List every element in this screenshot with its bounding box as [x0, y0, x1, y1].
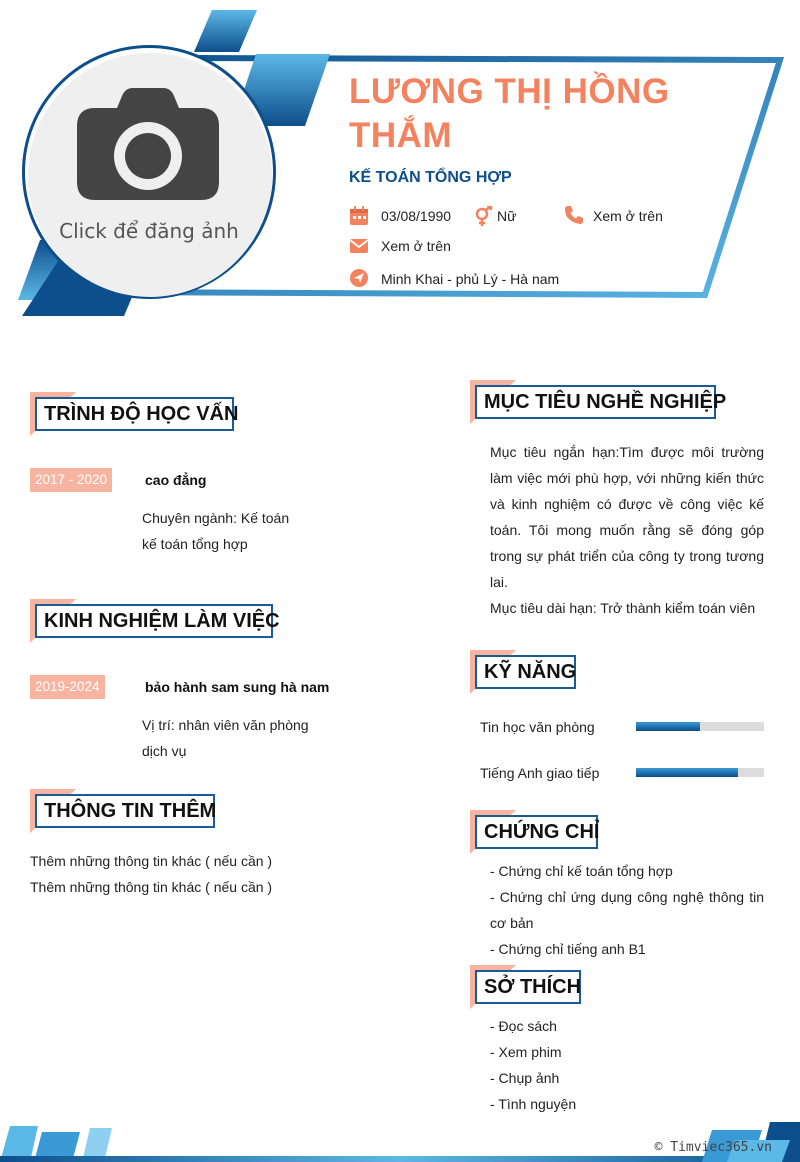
list-item: - Chứng chỉ tiếng anh B1 [490, 941, 646, 957]
phone-value: Xem ở trên [593, 208, 663, 224]
upload-photo-label[interactable]: Click để đăng ảnh [59, 219, 239, 243]
camera-icon[interactable] [77, 88, 219, 200]
experience-company: bảo hành sam sung hà nam [145, 679, 330, 695]
hobbies-list [490, 1013, 764, 1117]
phone-icon [564, 205, 584, 225]
email-value: Xem ở trên [381, 238, 451, 254]
location-icon [349, 268, 369, 288]
skill-bar [636, 722, 764, 731]
experience-position-line1: Vị trí: nhân viên văn phòng [142, 717, 309, 733]
gender-icon [474, 206, 494, 226]
education-major-line1: Chuyên ngành: Kế toán [142, 510, 290, 526]
gender-value: Nữ [497, 208, 517, 224]
hobbies-title: SỞ THÍCH [475, 970, 581, 1004]
objective-title: MỤC TIÊU NGHỀ NGHIỆP [475, 385, 716, 419]
education-period-badge: 2017 - 2020 [30, 468, 112, 492]
list-item: - Chứng chỉ kế toán tổng hợp [490, 863, 673, 879]
education-school: cao đẳng [145, 472, 207, 488]
job-title: KẾ TOÁN TỔNG HỢP [349, 169, 512, 186]
birthday-value: 03/08/1990 [381, 208, 452, 224]
extra-info-line1: Thêm những thông tin khác ( nếu cần ) [30, 853, 273, 869]
skill-name: Tin học văn phòng [480, 719, 595, 735]
extra-info-title: THÔNG TIN THÊM [35, 794, 215, 828]
list-item: - Chứng chỉ ứng dụng công nghệ thông tin cơ bản [490, 889, 764, 931]
copyright-text: © Timviec365.vn [654, 1140, 772, 1155]
calendar-icon [349, 206, 369, 226]
list-item: - Chụp ảnh [490, 1070, 560, 1086]
skills-title: KỸ NĂNG [475, 655, 576, 689]
objective-short-term: Mục tiêu ngắn hạn:Tìm được môi trường làm việc mới phù hợp, với những kiến thức và kinh nghiệm có được về công việc kế toán. Tôi mong muốn rằng sẽ đóng góp trong sự phát triển của công ty trong tương lai. [490, 444, 764, 590]
certificates-title: CHỨNG CHỈ [475, 815, 598, 849]
list-item: - Xem phim [490, 1044, 562, 1060]
education-major-line2: kế toán tổng hợp [142, 536, 248, 552]
experience-period-badge: 2019-2024 [30, 675, 105, 699]
candidate-name: LƯƠNG THỊ HỒNG THẮM [349, 72, 670, 155]
certificates-list [490, 858, 764, 962]
list-item: - Tình nguyện [490, 1096, 577, 1112]
objective-text [490, 439, 764, 621]
objective-long-term: Mục tiêu dài hạn: Trở thành kiểm toán viên [490, 600, 756, 616]
education-title: TRÌNH ĐỘ HỌC VẤN [35, 397, 234, 431]
email-icon [349, 236, 369, 256]
skill-bar [636, 768, 764, 777]
extra-info-line2: Thêm những thông tin khác ( nếu cần ) [30, 879, 273, 895]
skill-bar-fill [636, 768, 738, 777]
skill-bar-fill [636, 722, 700, 731]
address-value: Minh Khai - phủ Lý - Hà nam [381, 271, 560, 287]
list-item: - Đọc sách [490, 1018, 557, 1034]
experience-title: KINH NGHIỆM LÀM VIỆC [35, 604, 273, 638]
skill-name: Tiếng Anh giao tiếp [480, 765, 600, 781]
experience-position-line2: dịch vụ [142, 743, 187, 759]
